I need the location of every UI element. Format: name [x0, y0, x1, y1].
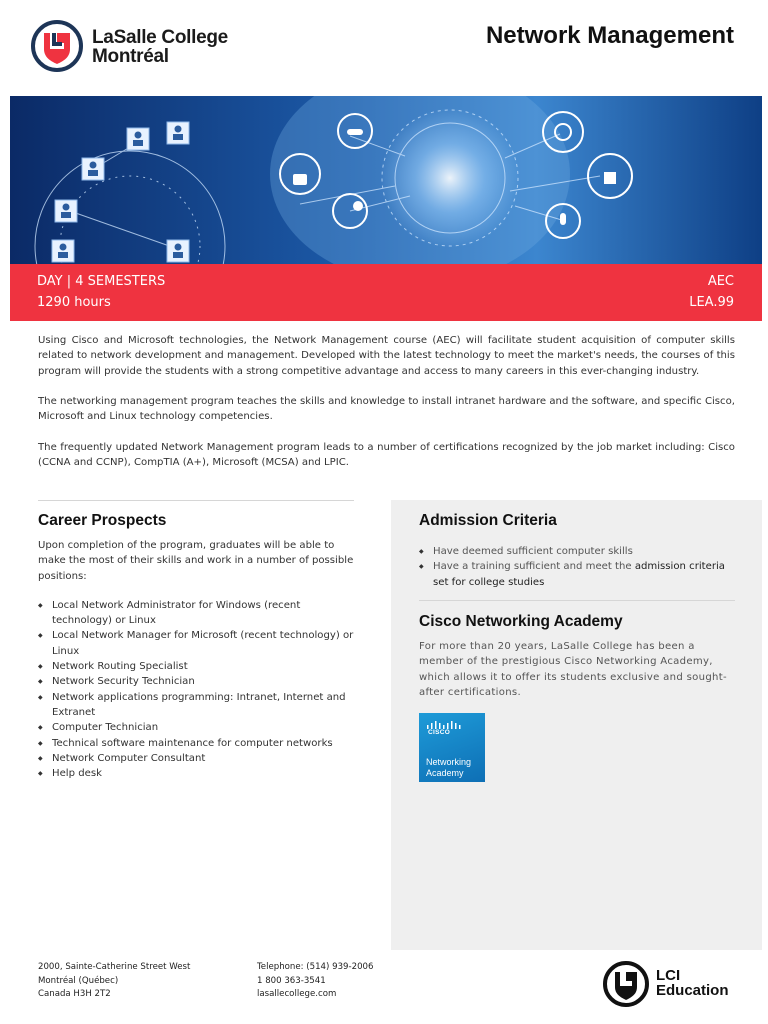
- program-description: [38, 333, 735, 486]
- admission-criteria-link[interactable]: admission criteria set for college studies: [433, 561, 725, 588]
- lci-education-logo: [602, 960, 742, 1008]
- list-item: [419, 559, 737, 590]
- address-line-1: 2000, Sainte-Catherine Street West: [38, 962, 191, 972]
- list-item: ◆ Help desk: [38, 766, 356, 781]
- list-item: ◆ Computer Technician: [38, 720, 356, 735]
- lci-line-1: LCI: [656, 967, 681, 984]
- list-item: ◆ Have deemed sufficient computer skills: [419, 544, 737, 559]
- cisco-academy-text: For more than 20 years, LaSalle College has been a member of the prestigious Cisco Networking Academy, which allows it to offer its students exclusive and sought-after certifications.: [419, 641, 727, 698]
- lci-education-text: [656, 968, 729, 998]
- website-link[interactable]: lasallecollege.com: [257, 989, 337, 999]
- career-list: [38, 598, 356, 782]
- description-paragraph-3: The frequently updated Network Management program leads to a number of certifications recognized by the job market including: Cisco (CCNA and CCNP), CompTIA (A+), Microsoft (MCSA) and LPIC.: [38, 442, 735, 469]
- footer-address: [38, 961, 190, 1002]
- program-credential: AEC: [707, 274, 734, 289]
- college-name: [92, 28, 228, 66]
- description-paragraph-2: The networking management program teaches the skills and knowledge to install intranet hardware and the software, and specific Cisco, Microsoft and Linux technology competencies.: [38, 396, 735, 423]
- program-hours: 1290 hours: [37, 295, 111, 310]
- tollfree-number: 1 800 363-3541: [257, 975, 326, 986]
- lci-line-2: Education: [656, 982, 729, 999]
- list-item: ◆ Network applications programming: Intranet, Internet and Extranet: [38, 690, 356, 721]
- cisco-networking-academy-logo: [419, 713, 485, 782]
- list-item: ◆ Network Routing Specialist: [38, 659, 356, 674]
- badge-line-1: Networking: [426, 757, 472, 767]
- network-illustration-icon: [10, 96, 762, 264]
- admission-criteria-section: [419, 512, 737, 590]
- badge-line-2: Academy: [426, 768, 464, 778]
- college-name-line2: Montréal: [92, 46, 169, 67]
- cisco-bars-icon: [427, 721, 461, 729]
- footer-contact: [257, 961, 374, 1002]
- career-prospects-intro: Upon completion of the program, graduates will be able to make the most of their skills and work in a number of possible positions:: [38, 540, 354, 582]
- section-divider: [419, 600, 735, 601]
- career-prospects-heading: Career Prospects: [38, 512, 167, 529]
- admission-item-text: Have a training sufficient and meet the: [433, 561, 635, 573]
- list-item: ◆ Network Computer Consultant: [38, 751, 356, 766]
- description-paragraph-1: Using Cisco and Microsoft technologies, the Network Management course (AEC) will facilitate student acquisition of computer skills related to network development and management. Developed with the latest technology to meet the market's needs, the courses of this program will provide the students with a strong competitive advantage and access to many careers in this ever-changing industry.: [38, 335, 735, 377]
- section-divider: [38, 500, 354, 501]
- list-item: ◆ Network Security Technician: [38, 674, 356, 689]
- hero-banner-image: [10, 96, 762, 264]
- telephone: Telephone: (514) 939-2006: [257, 962, 374, 972]
- admission-list: [419, 544, 737, 590]
- lci-logo-icon: [602, 960, 650, 1008]
- page-title: Network Management: [485, 22, 734, 49]
- program-info-bar: [10, 264, 762, 321]
- college-name-line1: LaSalle College: [92, 27, 228, 48]
- cisco-brand-text: CISCO: [428, 729, 451, 736]
- admission-criteria-heading: Admission Criteria: [419, 512, 557, 529]
- list-item: ◆ Local Network Administrator for Windows (recent technology) or Linux: [38, 598, 356, 629]
- list-item: ◆ Local Network Manager for Microsoft (recent technology) or Linux: [38, 628, 356, 659]
- list-item: ◆ Technical software maintenance for computer networks: [38, 736, 356, 751]
- program-schedule: DAY | 4 SEMESTERS: [37, 274, 166, 289]
- career-prospects-section: [38, 512, 356, 781]
- lasalle-logo-icon: [30, 19, 84, 73]
- college-logo[interactable]: [30, 19, 270, 77]
- address-line-2: Montréal (Québec): [38, 975, 119, 986]
- cisco-academy-section: [419, 613, 735, 778]
- address-line-3: Canada H3H 2T2: [38, 989, 111, 999]
- program-code: LEA.99: [689, 295, 734, 310]
- cisco-academy-heading: Cisco Networking Academy: [419, 613, 623, 630]
